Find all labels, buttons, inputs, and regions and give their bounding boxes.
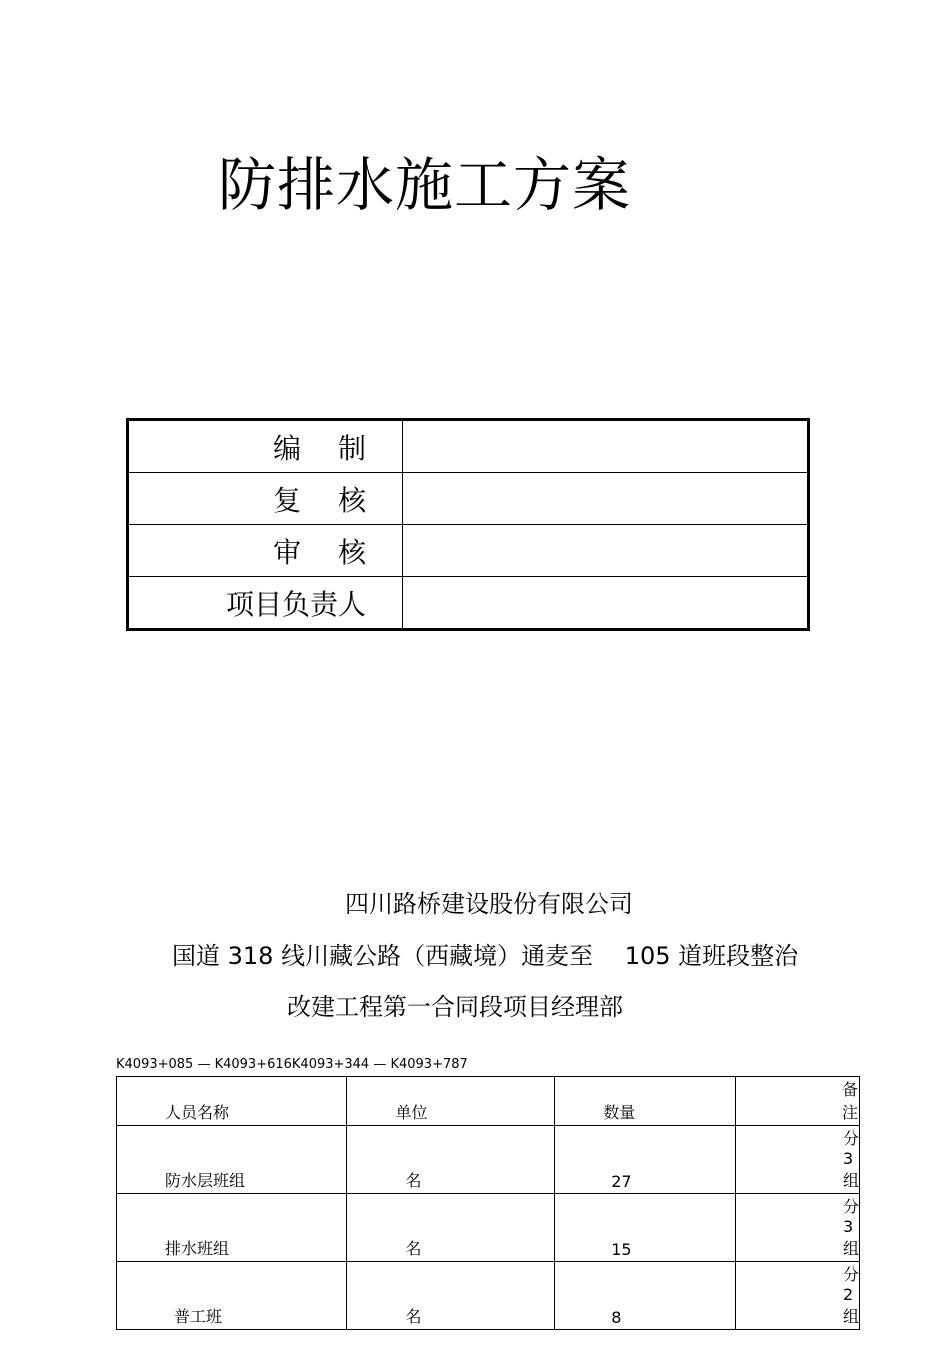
- staff-cell-count: 27: [555, 1126, 736, 1194]
- document-title: 防排水施工方案: [218, 151, 632, 219]
- staff-cell-name: 普工班: [117, 1262, 347, 1330]
- stake-ranges: K4093+085 — K4093+616K4093+344 — K4093+787: [116, 1057, 468, 1072]
- signoff-label-compiled: 编 制: [128, 420, 403, 473]
- staff-cell-name: 排水班组: [117, 1194, 347, 1262]
- table-row: [117, 1262, 860, 1330]
- signoff-value-audited: [403, 525, 809, 577]
- signoff-value-project-lead: [403, 577, 809, 630]
- staff-table: [116, 1076, 860, 1330]
- table-row: [117, 1126, 860, 1194]
- signoff-row: [128, 420, 809, 473]
- signoff-row: [128, 525, 809, 577]
- staff-header-row: [117, 1077, 860, 1126]
- signoff-table: [126, 418, 810, 631]
- signoff-label-reviewed: 复 核: [128, 473, 403, 525]
- table-row: [117, 1194, 860, 1262]
- staff-cell-unit: 名: [347, 1126, 555, 1194]
- staff-cell-count: 15: [555, 1194, 736, 1262]
- project-name-line2: 改建工程第一合同段项目经理部: [287, 993, 623, 1021]
- signoff-value-reviewed: [403, 473, 809, 525]
- project-name-line1: 国道 318 线川藏公路（西藏境）通麦至 105 道班段整治: [172, 942, 799, 970]
- staff-cell-remark: 分 3 组: [735, 1126, 859, 1194]
- signoff-row: [128, 473, 809, 525]
- staff-cell-count: 8: [555, 1262, 736, 1330]
- staff-header-remark: 备注: [735, 1077, 859, 1126]
- company-name: 四川路桥建设股份有限公司: [345, 890, 633, 918]
- staff-header-count: 数量: [555, 1077, 736, 1126]
- signoff-label-audited: 审 核: [128, 525, 403, 577]
- staff-header-name: 人员名称: [117, 1077, 347, 1126]
- staff-cell-unit: 名: [347, 1262, 555, 1330]
- staff-cell-unit: 名: [347, 1194, 555, 1262]
- staff-cell-remark: 分 2 组: [735, 1262, 859, 1330]
- signoff-value-compiled: [403, 420, 809, 473]
- staff-cell-name: 防水层班组: [117, 1126, 347, 1194]
- staff-header-unit: 单位: [347, 1077, 555, 1126]
- staff-cell-remark: 分 3 组: [735, 1194, 859, 1262]
- signoff-label-project-lead: 项目负责人: [128, 577, 403, 630]
- signoff-row: [128, 577, 809, 630]
